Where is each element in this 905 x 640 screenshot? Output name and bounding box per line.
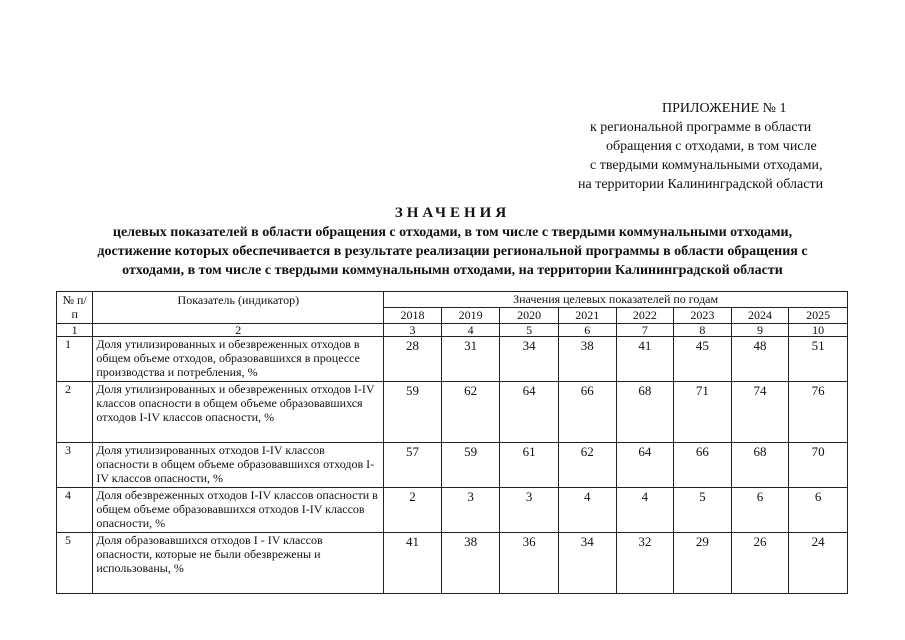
year-cell: 2018 (384, 308, 442, 324)
table-row (57, 443, 848, 488)
appendix-header (560, 99, 860, 194)
row-value: 41 (384, 533, 442, 594)
index-cell: 10 (789, 324, 848, 337)
row-value: 34 (500, 337, 559, 382)
index-cell: 1 (57, 324, 93, 337)
appendix-line: на территории Калининградской области (578, 177, 824, 192)
row-value: 71 (674, 382, 732, 443)
row-value: 4 (558, 488, 616, 533)
row-value: 2 (384, 488, 442, 533)
row-value: 28 (384, 337, 442, 382)
row-value: 45 (674, 337, 732, 382)
table-row (57, 533, 848, 594)
table-row (57, 488, 848, 533)
row-value: 59 (441, 443, 500, 488)
row-value: 68 (731, 443, 789, 488)
indicators-table (56, 291, 848, 594)
document-title (40, 204, 865, 280)
table-row (57, 337, 848, 382)
row-value: 66 (558, 382, 616, 443)
year-cell: 2023 (674, 308, 732, 324)
row-num: 1 (57, 337, 93, 382)
header-indicator: Показатель (индикатор) (93, 292, 384, 324)
index-cell: 6 (558, 324, 616, 337)
appendix-title: ПРИЛОЖЕНИЕ № 1 (662, 101, 787, 116)
year-cell: 2021 (558, 308, 616, 324)
row-num: 3 (57, 443, 93, 488)
row-num: 2 (57, 382, 93, 443)
row-value: 38 (558, 337, 616, 382)
row-value: 64 (616, 443, 674, 488)
title-sub-line: достижение которых обеспечивается в результате реализации региональной программы в области обращения с (97, 244, 808, 259)
row-value: 41 (616, 337, 674, 382)
index-cell: 8 (674, 324, 732, 337)
table-header-row (57, 292, 848, 308)
title-sub-line: отходами, в том числе с твердыми коммунальнымн отходами, на территории Калининградской области (122, 263, 783, 278)
row-indicator: Доля утилизированных и обезвреженных отходов I-IV классов опасности в общем объеме образовавшихся отходов I-IV классов опасности, % (93, 382, 384, 443)
row-value: 62 (441, 382, 500, 443)
row-value: 62 (558, 443, 616, 488)
row-value: 36 (500, 533, 559, 594)
row-value: 26 (731, 533, 789, 594)
row-value: 64 (500, 382, 559, 443)
header-num: № п/п (57, 292, 93, 324)
row-value: 38 (441, 533, 500, 594)
table-row (57, 382, 848, 443)
row-value: 5 (674, 488, 732, 533)
row-value: 48 (731, 337, 789, 382)
appendix-line: с твердыми коммунальными отходами, (590, 158, 823, 173)
row-value: 76 (789, 382, 848, 443)
row-value: 24 (789, 533, 848, 594)
row-value: 6 (731, 488, 789, 533)
row-value: 66 (674, 443, 732, 488)
row-value: 34 (558, 533, 616, 594)
title-main: ЗНАЧЕНИЯ (394, 205, 511, 221)
row-value: 61 (500, 443, 559, 488)
year-cell: 2025 (789, 308, 848, 324)
row-value: 70 (789, 443, 848, 488)
row-num: 5 (57, 533, 93, 594)
appendix-line: обращения с отходами, в том числе (606, 139, 817, 154)
row-value: 29 (674, 533, 732, 594)
row-indicator: Доля утилизированных отходов I-IV классов опасности в общем объеме образовавшихся отходов I-IV классов опасности, % (93, 443, 384, 488)
appendix-line: к региональной программе в области (590, 120, 812, 135)
index-cell: 4 (441, 324, 500, 337)
table-index-row (57, 324, 848, 337)
index-cell: 5 (500, 324, 559, 337)
title-sub-line: целевых показателей в области обращения с отходами, в том числе с твердыми коммунальными отходами, (112, 225, 793, 240)
index-cell: 9 (731, 324, 789, 337)
year-cell: 2022 (616, 308, 674, 324)
row-indicator: Доля утилизированных и обезвреженных отходов в общем объеме отходов, образовавшихся в процессе производства и потребления, % (93, 337, 384, 382)
row-value: 31 (441, 337, 500, 382)
row-value: 57 (384, 443, 442, 488)
year-cell: 2024 (731, 308, 789, 324)
index-cell: 3 (384, 324, 442, 337)
row-indicator: Доля образовавшихся отходов I - IV классов опасности, которые не были обезврежены и использованы, % (93, 533, 384, 594)
row-value: 74 (731, 382, 789, 443)
row-indicator: Доля обезвреженных отходов I-IV классов опасности в общем объеме образовавшихся отходов I-IV классов опасности, % (93, 488, 384, 533)
row-value: 68 (616, 382, 674, 443)
row-value: 59 (384, 382, 442, 443)
index-cell: 2 (93, 324, 384, 337)
year-cell: 2020 (500, 308, 559, 324)
year-cell: 2019 (441, 308, 500, 324)
index-cell: 7 (616, 324, 674, 337)
row-num: 4 (57, 488, 93, 533)
header-values: Значения целевых показателей по годам (384, 292, 848, 308)
row-value: 6 (789, 488, 848, 533)
row-value: 3 (441, 488, 500, 533)
row-value: 3 (500, 488, 559, 533)
row-value: 51 (789, 337, 848, 382)
row-value: 4 (616, 488, 674, 533)
row-value: 32 (616, 533, 674, 594)
